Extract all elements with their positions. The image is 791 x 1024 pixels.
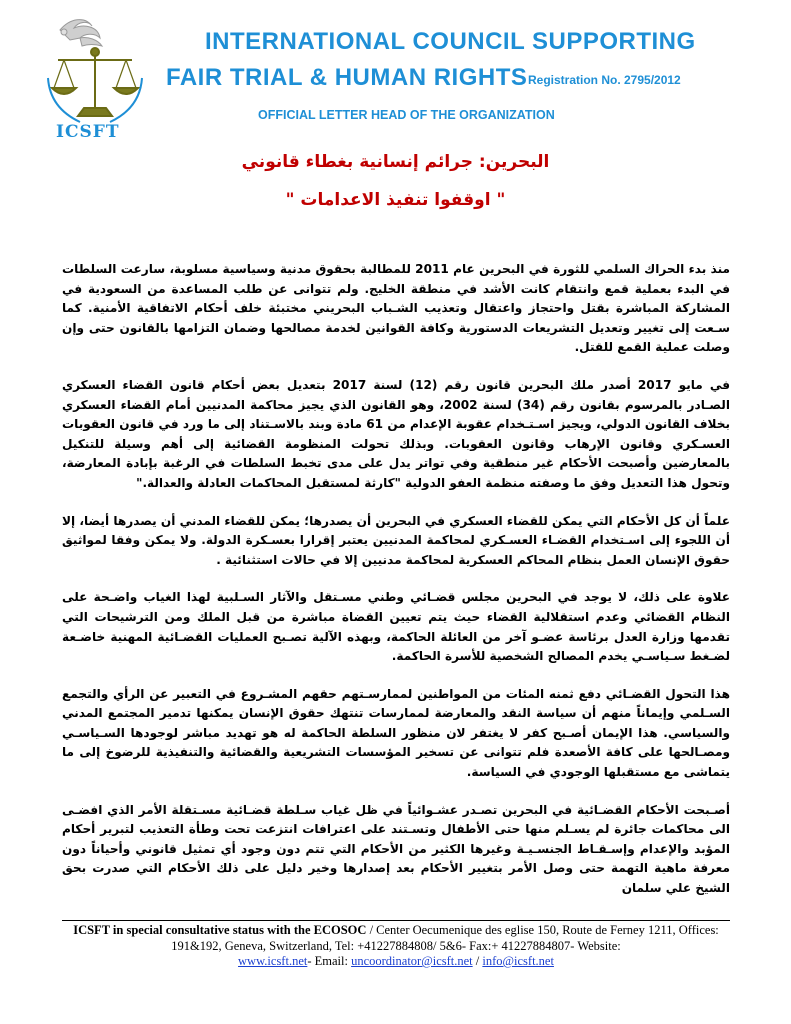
footer-divider bbox=[62, 920, 730, 921]
website-link[interactable]: www.icsft.net bbox=[238, 954, 308, 968]
logo-text: ICSFT bbox=[56, 122, 120, 142]
footer bbox=[62, 920, 730, 976]
paragraph: هذا التحول القضـائي دفع ثمنه المئات من المواطنين لممارسـتهم حقهم المشـروع في التعبير عن الرأي والتجمع السـلمي وإيماناً منهم أن سياسة النقد والمعارضة لممارسات تنتهك حقوق الإنسان يمكنها تدمير المجتمع المدني والسياسي. هذا الإيمان أصـبح كفر لا يغتفر لان منظور السلطة الحاكمة له هو تهديد مباشر لوجودها السـياسـي ومصـالحها على كافة الأصعدة فلم تتوانى عن تسخير المؤسسات التشريعية والقضائية والتنفيذية للرضوخ إلى ما يتماشى مع مستقبلها الوجودي في السياسة. bbox=[62, 686, 730, 780]
consultative-status: ICSFT in special consultative status with the ECOSOC bbox=[73, 923, 367, 937]
org-name-line1: INTERNATIONAL COUNCIL SUPPORTING bbox=[205, 28, 696, 55]
paragraph: علماً أن كل الأحكام التي يمكن للقضاء العسكري في البحرين أن يصدرها؛ يمكن للقضاء المدني أن يصدرها أيضا، إلا أن اللجوء إلى اسـتخدام القضـاء العسـكري لمحاكمة المدنيين يعتبر إقرارا بعسـكرة الدولة. ولا يمكن وفقا لمواثيق حقوق الإنسان العمل بنظام المحاكم العسكرية لمحاكمة مدنيين إلا في حالات استثنائية . bbox=[62, 513, 730, 567]
email-label: - Email: bbox=[307, 954, 352, 968]
paragraph: علاوة على ذلك، لا يوجد في البحرين مجلس قضـائي وطني مسـتقل والآثار السـلبية لهذا الغياب واضـحة على النظام القضائي وعدم استقلالية القضاء حيث يتم تعيين القضاة مباشرة من قبل الملك ومن الترشيحات التي تقدمها وزارة العدل برئاسة عضـو آخر من العائلة الحاكمة، وبهذه الآلية تصـبح العمليات القضـائية المهنية خاضـعة لضـغط سـياسـي يخدم المصالح الشخصية للأسرة الحاكمة. bbox=[62, 590, 730, 664]
org-name-line2: FAIR TRIAL & HUMAN RIGHTS bbox=[166, 64, 528, 91]
dove-icon bbox=[60, 20, 102, 46]
footer-text bbox=[62, 923, 730, 970]
paragraph: منذ بدء الحراك السلمي للثورة في البحرين عام 2011 للمطالبة بحقوق مدنية وسياسية مسلوبة، سارعت السلطات في البدء بعملية قمع وانتقام كانت الأشد في منطقة الخليج. ولم تتوانى عن طلب المساعدة من السعودية في المشاركة المباشرة بقتل واحتجاز واعتقال وتعذيب الشـباب البحريني مختبئة خلف أحكام الاتفاقية الأمنية. كما سـعت إلى تغيير وتعديل التشريعات الدستورية وكافة القوانين لخدمة مصالحها وضمان التزامها بالقانون حتى وإن وصلت عملية القمع للقتل. bbox=[62, 262, 730, 355]
paragraph: أصـبحت الأحكام القضـائية في البحرين تصـدر عشـوائياً في ظل غياب سـلطة قضـائية مسـتقلة الأمر الذي افضـى الى محاكمات جائرة لم يسـلم منها حتى الأطفال وتسـتند على اعترافات انتزعت تحت وطأة التعذيب لتبرير أحكام المؤبد والإعدام وإسـقـاط الجنسـيـة وغيرها الكثير من الأحكام التي تتم دون وجود أي تمثيل قانوني وأحياناً دون معرفة ماهية التهمة حتى وصل الأمر بتغيير الأحكام بعد إصدارها وخير دليل على ذلك الأحكام التي صدرت بحق الشيخ علي سلمان bbox=[62, 802, 730, 896]
letterhead-caption: OFFICIAL LETTER HEAD OF THE ORGANIZATION bbox=[258, 108, 555, 122]
registration-number: Registration No. 2795/2012 bbox=[528, 73, 681, 87]
footer-address: / Center Oecumenique des eglise 150, Route de Ferney 1211, Offices: 191&192, Geneva, Switzerland, Tel: +41227884808/ 5&6- Fax:+ 41227884807- Website: bbox=[171, 923, 719, 953]
document-title: البحرين: جرائم إنسانية بغطاء قانوني bbox=[241, 152, 550, 172]
scales-of-justice-icon bbox=[52, 48, 138, 116]
email-link-uncoordinator[interactable]: uncoordinator@icsft.net bbox=[351, 954, 473, 968]
email-separator: / bbox=[472, 954, 483, 968]
email-link-info[interactable]: info@icsft.net bbox=[482, 954, 554, 968]
paragraph: في مايو 2017 أصدر ملك البحرين قانون رقم (12) لسنة 2017 بتعديل بعض أحكام قانون القضاء العسكري الصـادر بالمرسوم بقانون رقم (34) لسنة 2002، وهو القانون الذي يجيز محاكمة المدنيين أمام القضاء العسكري بخلاف القانون الدولي، ويجيز اسـتـخدام عقوبة الإعدام من 61 مادة وبند بالاسـتناد إلى ما ورد في قانون العقوبات العسـكري وقانون الإرهاب وقانون العقوبات. وبذلك تحولت المنظومة القضائية إلى أهم وسيلة للتنكيل بالمعارضين وأصبحت الأحكام غير منطقية وفي تواتر يدل على مدى تخبط السلطات في الرغبة بإبادة المعارضة، وتحول هذا التعديل وفق ما وصفته منظمة العفو الدولية "كارثة لمستقبل المحاكمات العادلة والعدالة." bbox=[62, 377, 731, 490]
letter-body bbox=[62, 260, 730, 917]
document-subtitle: " اوقفوا تنفيذ الاعدامات " bbox=[285, 190, 506, 210]
